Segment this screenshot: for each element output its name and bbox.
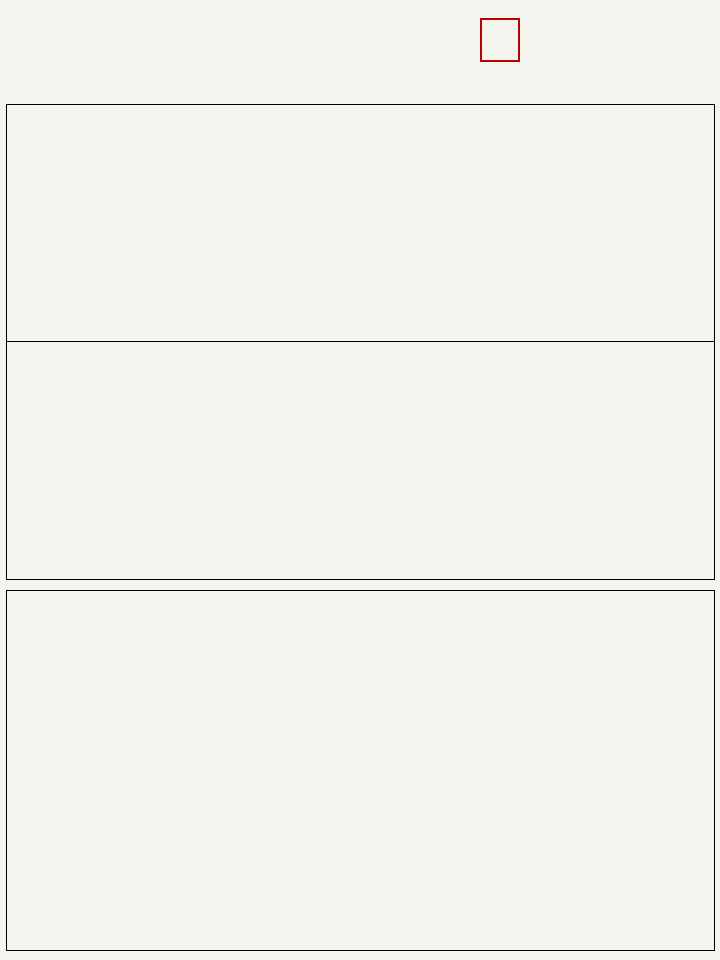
dai-van-table	[6, 342, 715, 580]
annual-years-table	[6, 590, 715, 951]
brand-logo	[480, 10, 710, 68]
red-seal	[480, 18, 520, 62]
header	[12, 8, 23, 24]
gender-row	[12, 8, 23, 24]
four-pillars-table	[6, 104, 715, 342]
